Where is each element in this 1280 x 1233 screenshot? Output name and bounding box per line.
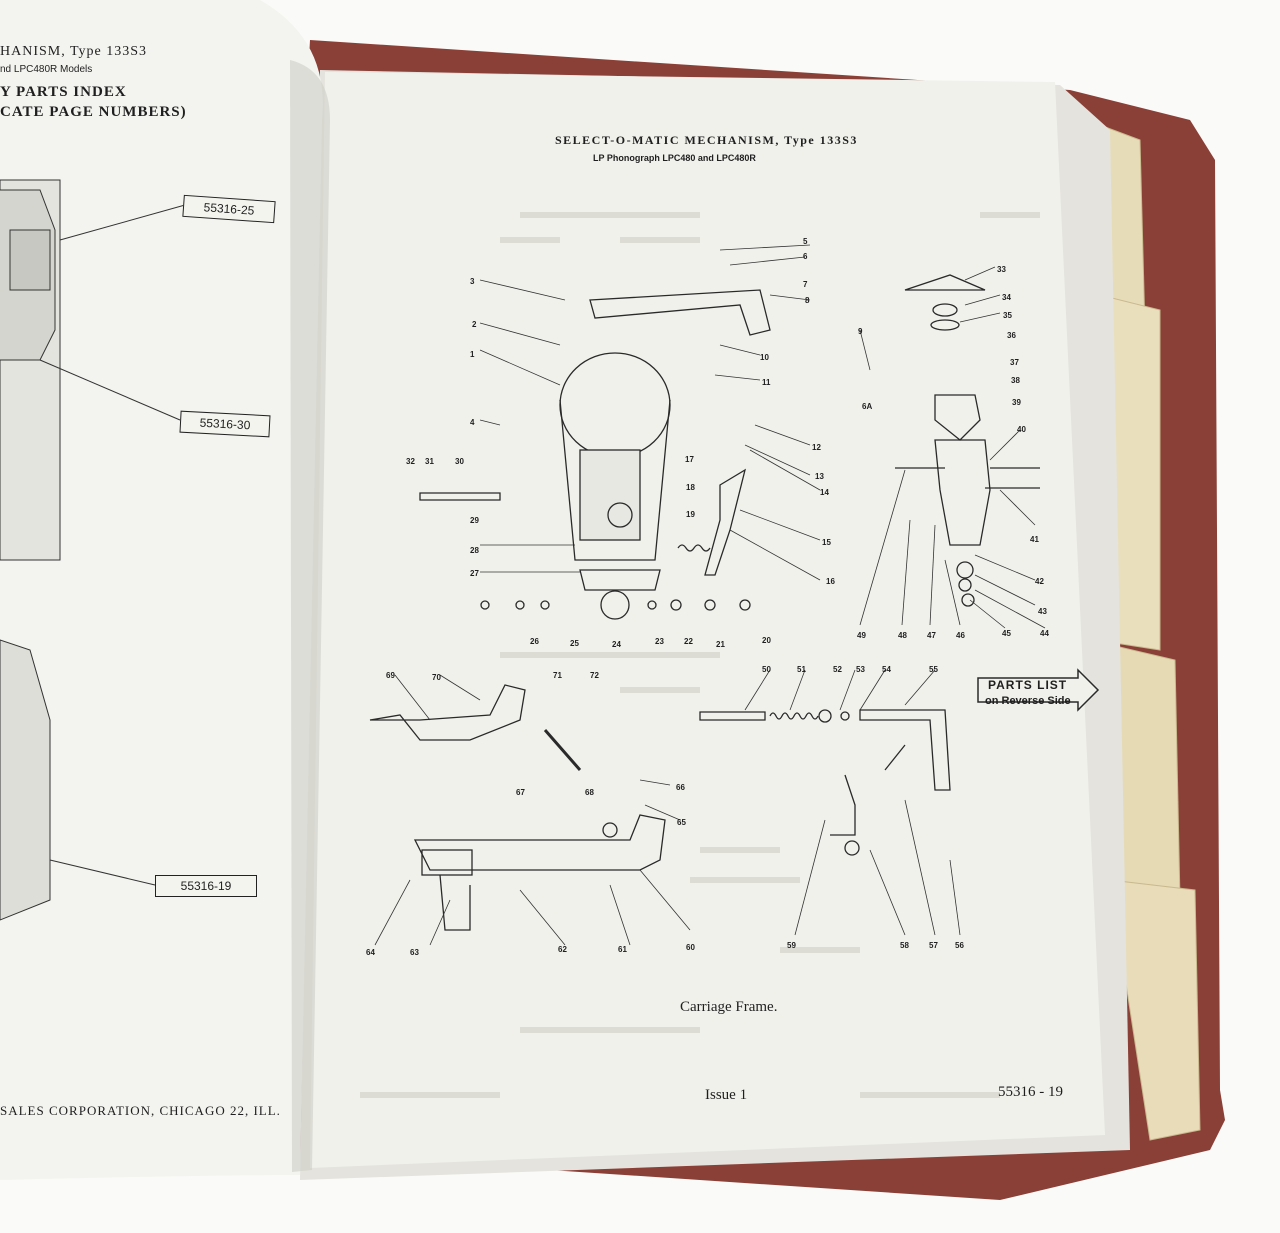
part-number-label: 30 [455,457,464,466]
part-number-label: 25 [570,639,579,648]
part-number-label: 29 [470,516,479,525]
part-number-label: 12 [812,443,821,452]
part-number-label: 56 [955,941,964,950]
part-number-label: 43 [1038,607,1047,616]
part-number-label: 61 [618,945,627,954]
part-number-label: 49 [857,631,866,640]
part-number-label: 40 [1017,425,1026,434]
part-number-label: 44 [1040,629,1049,638]
part-number-label: 68 [585,788,594,797]
part-number-label: 37 [1010,358,1019,367]
page-title: SELECT-O-MATIC MECHANISM, Type 133S3 [555,133,858,147]
part-number-label: 64 [366,948,375,957]
callout-55316-25: 55316-25 [182,195,275,223]
part-number-label: 10 [760,353,769,362]
parts-list-label: PARTS LIST [988,678,1068,692]
part-number-label: 11 [762,378,771,387]
part-number-label: 24 [612,640,621,649]
part-number-label: 58 [900,941,909,950]
part-number-label: 60 [686,943,695,952]
footer-page-number: 55316 - 19 [998,1084,1063,1100]
part-number-label: 39 [1012,398,1021,407]
part-number-label: 54 [882,665,891,674]
part-number-label: 2 [472,320,477,329]
part-number-label: 7 [803,280,808,289]
part-number-label: 66 [676,783,685,792]
part-number-label: 20 [762,636,771,645]
left-page-subtitle: nd LPC480R Models [0,64,93,75]
part-number-label: 50 [762,665,771,674]
part-number-label: 52 [833,665,842,674]
part-number-label: 6 [803,252,808,261]
part-number-label: 51 [797,665,806,674]
part-number-label: 18 [686,483,695,492]
part-number-label: 59 [787,941,796,950]
part-number-label: 5 [803,237,808,246]
part-number-label: 14 [820,488,829,497]
part-number-label: 9 [858,327,863,336]
part-number-label: 46 [956,631,965,640]
part-number-label: 16 [826,577,835,586]
part-number-label: 35 [1003,311,1012,320]
part-number-label: 67 [516,788,525,797]
part-number-label: 62 [558,945,567,954]
part-number-label: 26 [530,637,539,646]
part-number-label: 57 [929,941,938,950]
part-number-label: 6A [862,402,873,411]
part-number-label: 48 [898,631,907,640]
part-number-label: 47 [927,631,936,640]
part-number-label: 19 [686,510,695,519]
part-number-label: 36 [1007,331,1016,340]
page-subtitle: LP Phonograph LPC480 and LPC480R [593,153,756,163]
part-number-label: 63 [410,948,419,957]
part-number-label: 41 [1030,535,1039,544]
left-page-title: HANISM, Type 133S3 [0,44,148,59]
parts-list-sublabel: on Reverse Side [985,695,1071,707]
part-number-label: 17 [685,455,694,464]
part-number-label: 38 [1011,376,1020,385]
part-number-label: 55 [929,665,938,674]
part-number-label: 27 [470,569,479,578]
part-number-label: 21 [716,640,725,649]
part-number-label: 34 [1002,293,1011,302]
part-number-label: 4 [470,418,475,427]
part-number-label: 13 [815,472,824,481]
part-number-label: 33 [997,265,1006,274]
part-number-label: 65 [677,818,686,827]
part-number-label: 69 [386,671,395,680]
part-number-label: 72 [590,671,599,680]
part-number-label: 28 [470,546,479,555]
part-number-label: 15 [822,538,831,547]
part-number-label: 70 [432,673,441,682]
part-number-label: 3 [470,277,475,286]
footer-issue: Issue 1 [705,1087,748,1103]
part-number-label: 31 [425,457,434,466]
part-number-label: 22 [684,637,693,646]
part-number-label: 23 [655,637,664,646]
callout-55316-19: 55316-19 [155,875,257,897]
left-page-footer: SALES CORPORATION, CHICAGO 22, ILL. [0,1103,281,1118]
figure-caption: Carriage Frame. [680,999,778,1015]
part-number-label: 32 [406,457,415,466]
part-number-label: 8 [805,296,810,305]
part-number-label: 45 [1002,629,1011,638]
part-number-label: 1 [470,350,475,359]
left-page-index-subheading: CATE PAGE NUMBERS) [0,104,187,120]
part-number-label: 71 [553,671,562,680]
part-number-label: 53 [856,665,865,674]
left-page-index-heading: Y PARTS INDEX [0,84,127,100]
callout-55316-30: 55316-30 [179,411,270,438]
part-number-label: 42 [1035,577,1044,586]
